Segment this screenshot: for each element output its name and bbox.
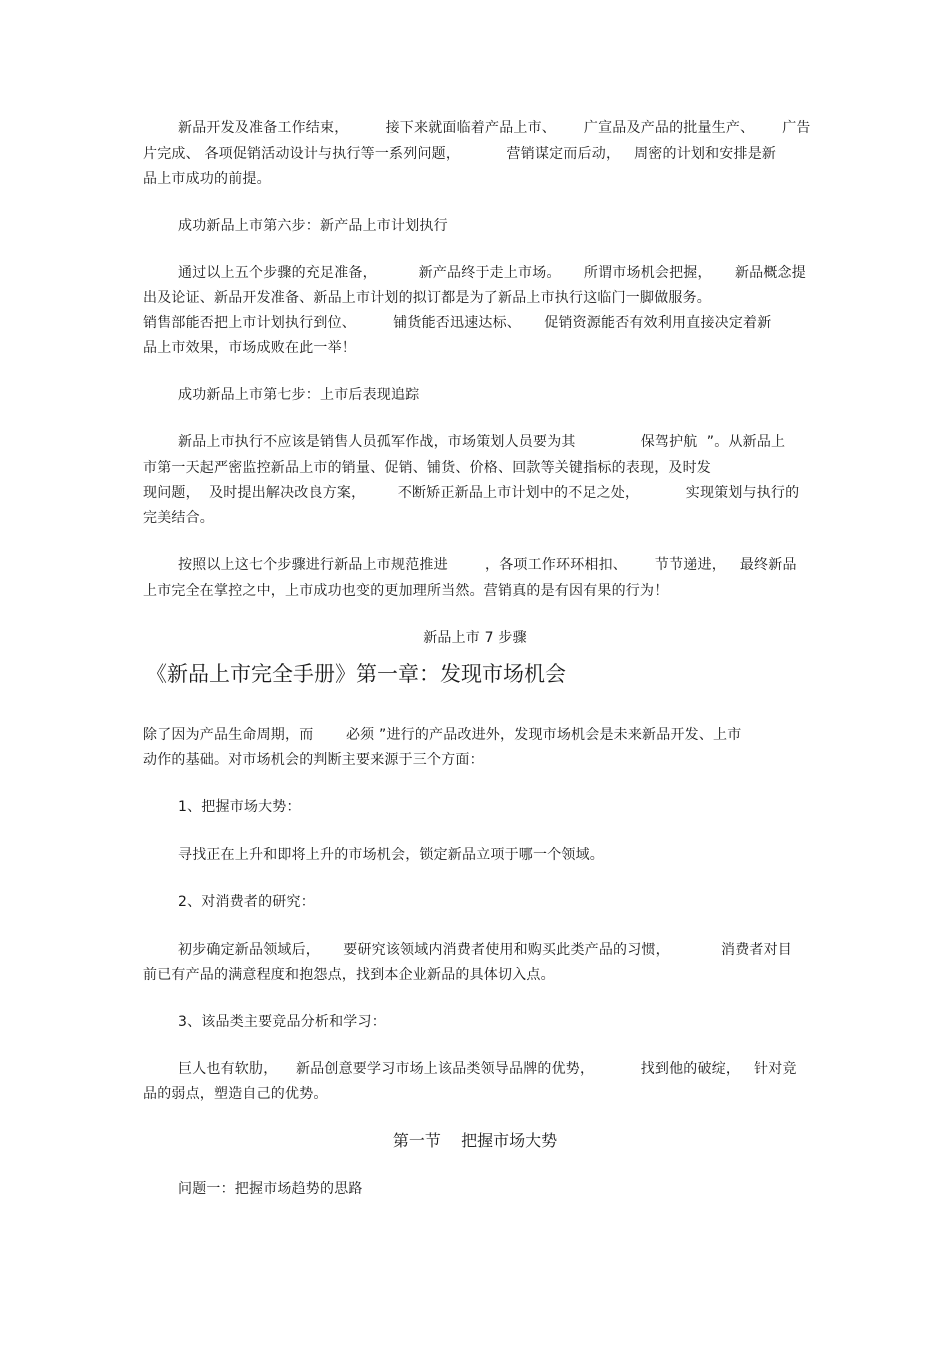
paragraph-line: 初步确定新品领域后， 要研究该领域内消费者使用和购买此类产品的习惯， 消费者对目: [178, 942, 793, 958]
steps-title: 新品上市 7 步骤: [423, 630, 527, 646]
paragraph-line: 销售部能否把上市计划执行到位、 铺货能否迅速达标、 促销资源能否有效利用直接决定着新: [143, 315, 772, 331]
paragraph-line: 品的弱点，塑造自己的优势。: [143, 1086, 328, 1102]
question-heading: 问题一：把握市场趋势的思路: [178, 1181, 363, 1197]
paragraph-line: 前已有产品的满意程度和抱怨点，找到本企业新品的具体切入点。: [143, 967, 555, 983]
paragraph-line: 上市完全在掌控之中，上市成功也变的更加理所当然。营销真的是有因有果的行为！: [143, 583, 669, 599]
list-item-heading: 2、对消费者的研究：: [178, 894, 315, 910]
paragraph-line: 除了因为产品生命周期，而 必须 ”进行的产品改进外，发现市场机会是未来新品开发、上市: [143, 727, 742, 743]
list-item-heading: 1、把握市场大势：: [178, 799, 301, 815]
chapter-title: 《新品上市完全手册》第一章：发现市场机会: [146, 662, 566, 686]
paragraph-line: 巨人也有软肋， 新品创意要学习市场上该品类领导品牌的优势， 找到他的破绽， 针对竞: [178, 1061, 797, 1077]
paragraph-line: 市第一天起严密监控新品上市的销量、促销、铺货、价格、回款等关键指标的表现，及时发: [143, 460, 711, 476]
step-heading: 成功新品上市第七步：上市后表现追踪: [178, 387, 420, 403]
paragraph-line: 新品上市执行不应该是销售人员孤军作战，市场策划人员要为其 保驾护航 ”。从新品上: [178, 434, 786, 450]
section-title: 第一节 把握市场大势: [392, 1131, 558, 1150]
paragraph-line: 现问题， 及时提出解决改良方案， 不断矫正新品上市计划中的不足之处， 实现策划与执行的: [143, 485, 800, 501]
paragraph-line: 片完成、 各项促销活动设计与执行等一系列问题， 营销谋定而后动， 周密的计划和安排是新: [143, 146, 777, 162]
paragraph-line: 动作的基础。对市场机会的判断主要来源于三个方面：: [143, 752, 484, 768]
paragraph-line: 品上市效果，市场成败在此一举！: [143, 340, 356, 356]
list-item-text: 寻找正在上升和即将上升的市场机会，锁定新品立项于哪一个领域。: [178, 847, 604, 863]
step-heading: 成功新品上市第六步：新产品上市计划执行: [178, 218, 448, 234]
paragraph-line: 通过以上五个步骤的充足准备， 新产品终于走上市场。 所谓市场机会把握， 新品概念提: [178, 265, 806, 281]
paragraph-line: 品上市成功的前提。: [143, 171, 271, 187]
paragraph-line: 新品开发及准备工作结束， 接下来就面临着产品上市、 广宣品及产品的批量生产、 广告: [178, 120, 811, 136]
list-item-heading: 3、该品类主要竞品分析和学习：: [178, 1014, 386, 1030]
paragraph-line: 完美结合。: [143, 510, 214, 526]
paragraph-line: 出及论证、新品开发准备、新品上市计划的拟订都是为了新品上市执行这临门一脚做服务。: [143, 290, 711, 306]
paragraph-line: 按照以上这七个步骤进行新品上市规范推进 ，各项工作环环相扣、 节节递进， 最终新品: [178, 557, 797, 573]
